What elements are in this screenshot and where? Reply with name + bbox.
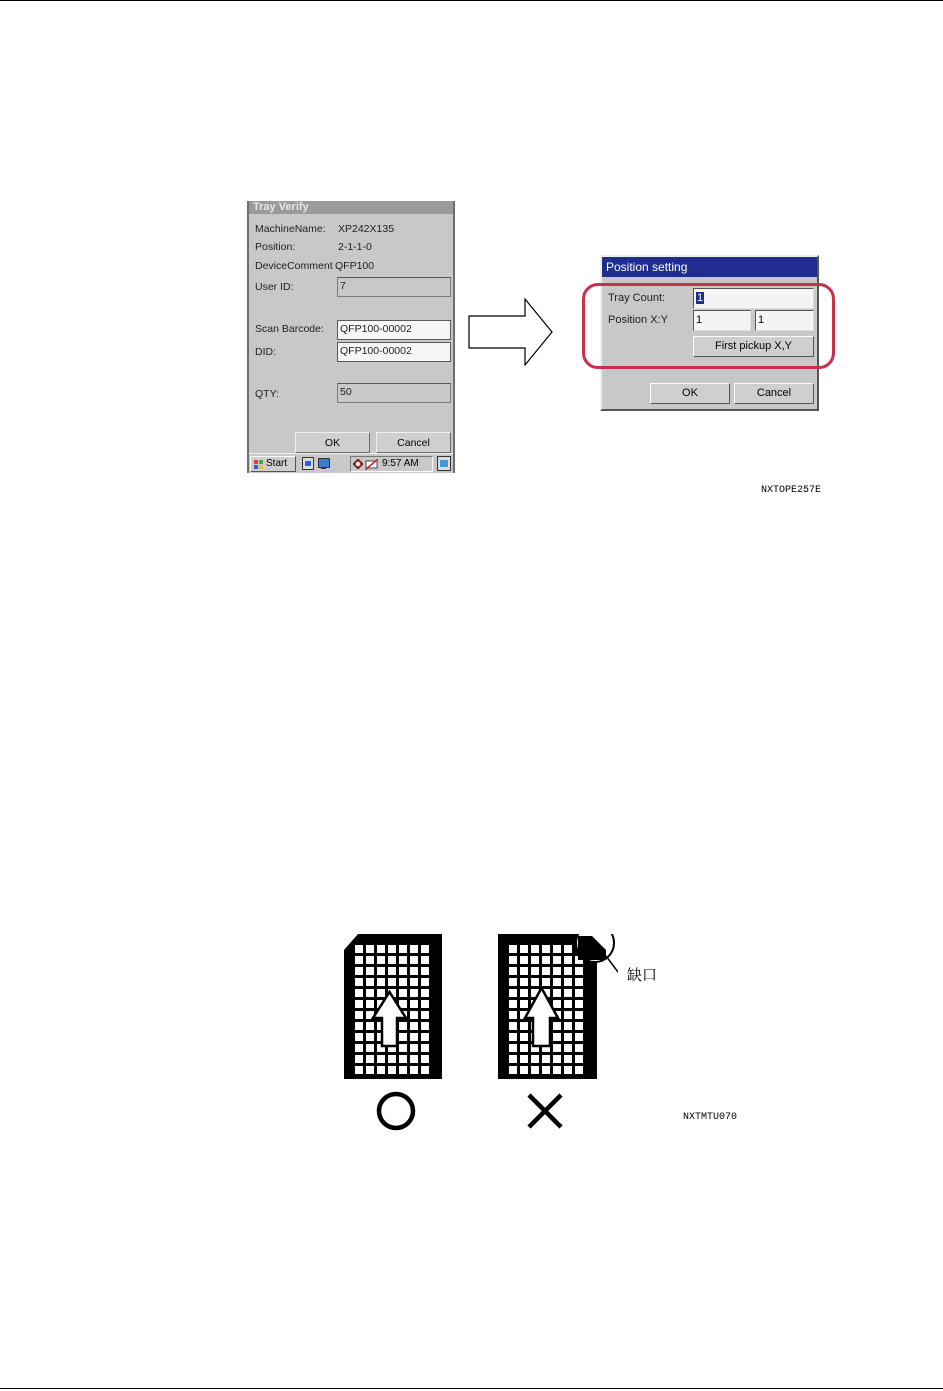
scan-barcode-field[interactable]: QFP100-00002 — [337, 320, 451, 340]
tray-pocket — [399, 956, 407, 964]
tray-pocket — [509, 967, 517, 975]
figure1-code: NXTOPE257E — [761, 485, 822, 496]
tray-pocket — [520, 978, 528, 986]
tray-pocket — [575, 1055, 583, 1063]
tray-pocket — [564, 989, 572, 997]
tray-pocket — [399, 967, 407, 975]
tray-pocket — [366, 967, 374, 975]
tray-pocket — [553, 945, 561, 953]
tray-pocket — [509, 1044, 517, 1052]
tray-pocket — [421, 1066, 429, 1074]
tray-pocket — [553, 1055, 561, 1063]
tray-pocket — [520, 1044, 528, 1052]
tray-pocket — [520, 956, 528, 964]
tray-pocket — [564, 1044, 572, 1052]
did-label: DID: — [255, 346, 276, 358]
tray-pocket — [355, 978, 363, 986]
tray-pocket — [355, 989, 363, 997]
scan-barcode-label: Scan Barcode: — [255, 323, 324, 335]
user-id-label: User ID: — [255, 281, 294, 293]
tray-pocket — [410, 989, 418, 997]
tray-pocket — [564, 1011, 572, 1019]
tray-pocket — [520, 1000, 528, 1008]
tray-pocket — [377, 967, 385, 975]
tray-pocket — [531, 956, 539, 964]
tray-pocket — [520, 945, 528, 953]
tray-pocket — [509, 956, 517, 964]
tray-pocket — [553, 1066, 561, 1074]
tray-pocket — [553, 956, 561, 964]
tray-pocket — [509, 989, 517, 997]
tray-pocket — [410, 1033, 418, 1041]
network-icon[interactable] — [353, 459, 363, 469]
tray-correct-icon — [344, 934, 444, 1079]
tray-pocket — [553, 967, 561, 975]
tray-pocket — [399, 1055, 407, 1063]
position-label: Position: — [255, 241, 296, 253]
user-id-field[interactable]: 7 — [337, 277, 451, 297]
tray-pocket — [355, 1011, 363, 1019]
dialog-ok-button[interactable]: OK — [650, 383, 730, 404]
clock: 9:57 AM — [382, 458, 419, 469]
ok-button[interactable]: OK — [295, 432, 370, 453]
tray-pocket — [388, 956, 396, 964]
tray-pocket — [564, 1022, 572, 1030]
tray-pocket — [509, 978, 517, 986]
tray-pocket — [377, 1055, 385, 1063]
tray-pocket — [366, 1022, 374, 1030]
tray-pocket — [564, 967, 572, 975]
tray-pocket — [355, 956, 363, 964]
tray-pocket — [388, 978, 396, 986]
tray-pocket — [421, 956, 429, 964]
tray-pocket — [410, 1000, 418, 1008]
machine-name-value: XP242X135 — [338, 223, 395, 235]
tray-pocket — [377, 989, 385, 997]
tray-pocket — [399, 1066, 407, 1074]
tray-pocket — [355, 967, 363, 975]
tray-pocket — [531, 1066, 539, 1074]
tray-pocket — [421, 967, 429, 975]
tray-count-label: Tray Count: — [608, 292, 666, 304]
tray-pocket — [509, 1011, 517, 1019]
tray-pocket — [399, 1044, 407, 1052]
tray-pocket — [520, 1033, 528, 1041]
tray-pocket — [377, 978, 385, 986]
tray-pocket — [509, 1055, 517, 1063]
tray-pocket — [542, 1055, 550, 1063]
tray-pocket — [542, 967, 550, 975]
tray-pocket — [399, 945, 407, 953]
dialog-cancel-button[interactable]: Cancel — [734, 383, 814, 404]
tray-pocket — [531, 978, 539, 986]
bottom-rule — [0, 1388, 943, 1389]
tray-pocket — [575, 1000, 583, 1008]
sync-disabled-icon[interactable] — [365, 459, 378, 470]
tray-pocket — [399, 1022, 407, 1030]
tray-pocket — [564, 945, 572, 953]
tray-pocket — [355, 1033, 363, 1041]
tray-pocket — [410, 1011, 418, 1019]
tray-pocket — [410, 978, 418, 986]
tray-pocket — [421, 945, 429, 953]
desktop-toggle-icon[interactable] — [437, 456, 451, 471]
tray-pocket — [509, 1066, 517, 1074]
tray-pocket — [421, 978, 429, 986]
tray-pocket — [388, 1066, 396, 1074]
tray-pocket — [509, 1033, 517, 1041]
tray-pocket — [410, 945, 418, 953]
tray-pocket — [520, 1022, 528, 1030]
screen-title: Tray Verify — [249, 201, 453, 214]
tray-pocket — [410, 1044, 418, 1052]
tray-pocket — [553, 1033, 561, 1041]
tray-pocket — [355, 1055, 363, 1063]
tray-pocket — [399, 989, 407, 997]
tray-pocket — [366, 1033, 374, 1041]
tray-pocket — [575, 1033, 583, 1041]
device-comment-label: DeviceComment — [255, 260, 333, 272]
qty-label: QTY: — [255, 388, 279, 400]
tray-pocket — [553, 1000, 561, 1008]
tray-pocket — [553, 989, 561, 997]
tray-pocket — [520, 967, 528, 975]
tray-pocket — [366, 978, 374, 986]
tray-pocket — [366, 1066, 374, 1074]
tray-pocket — [564, 1033, 572, 1041]
tray-pocket — [399, 978, 407, 986]
dialog-title: Position setting — [602, 257, 817, 277]
tray-pocket — [575, 1022, 583, 1030]
tray-pocket — [564, 978, 572, 986]
position-value: 2-1-1-0 — [338, 241, 372, 253]
tray-pocket — [531, 945, 539, 953]
tray-pocket — [509, 1000, 517, 1008]
tray-pocket — [520, 1066, 528, 1074]
tray-pocket — [366, 1055, 374, 1063]
tray-pocket — [377, 1066, 385, 1074]
tray-pocket — [531, 967, 539, 975]
tray-pocket — [399, 1033, 407, 1041]
position-x-field[interactable]: 1 — [693, 310, 751, 331]
tray-pocket — [355, 1022, 363, 1030]
tray-pocket — [564, 956, 572, 964]
tray-pocket — [531, 1055, 539, 1063]
tray-pocket — [366, 1044, 374, 1052]
tray-pocket — [377, 956, 385, 964]
tray-pocket — [410, 1055, 418, 1063]
notch-label: 缺口 — [627, 967, 658, 984]
tray-pocket — [553, 978, 561, 986]
windows-logo-icon — [254, 460, 264, 469]
tray-pocket — [366, 945, 374, 953]
tray-pocket — [542, 945, 550, 953]
tray-pocket — [421, 1000, 429, 1008]
first-pickup-button[interactable]: First pickup X,Y — [693, 336, 814, 357]
tray-pocket — [421, 1022, 429, 1030]
tray-pocket — [509, 945, 517, 953]
tray-pocket — [575, 1011, 583, 1019]
start-button[interactable] — [250, 456, 296, 472]
device-comment-value: QFP100 — [335, 260, 375, 272]
keyboard-icon[interactable] — [302, 457, 314, 470]
tray-pocket — [421, 1055, 429, 1063]
position-xy-label: Position X:Y — [608, 314, 668, 326]
tray-notched-icon — [498, 934, 618, 1079]
tray-pocket — [388, 967, 396, 975]
tray-pocket — [421, 1033, 429, 1041]
taskbar — [249, 453, 453, 473]
highlight-outline — [582, 283, 835, 369]
tray-pocket — [575, 1044, 583, 1052]
tray-pocket — [421, 1011, 429, 1019]
tray-pocket — [575, 967, 583, 975]
tray-pocket — [355, 945, 363, 953]
did-field[interactable]: QFP100-00002 — [337, 342, 451, 362]
tray-pocket — [421, 1044, 429, 1052]
figure2-code: NXTMTU070 — [683, 1112, 738, 1123]
tray-pocket — [388, 945, 396, 953]
tray-pocket — [355, 1066, 363, 1074]
tray-pocket — [355, 1044, 363, 1052]
start-label: Start — [266, 458, 288, 469]
tray-pocket — [509, 1022, 517, 1030]
tray-pocket — [377, 945, 385, 953]
tray-pocket — [575, 1066, 583, 1074]
system-tray — [350, 456, 433, 472]
machine-name-label: MachineName: — [255, 223, 326, 235]
tray-pocket — [421, 989, 429, 997]
tray-pocket — [575, 989, 583, 997]
tray-pocket — [564, 1000, 572, 1008]
tray-verify-screen — [247, 201, 455, 473]
tray-pocket — [388, 1055, 396, 1063]
tray-pocket — [366, 989, 374, 997]
right-arrow-icon — [468, 298, 554, 366]
tray-count-value: 1 — [697, 292, 704, 304]
tray-pocket — [366, 956, 374, 964]
cancel-button[interactable]: Cancel — [376, 432, 451, 453]
tray-pocket — [542, 956, 550, 964]
tray-pocket — [575, 978, 583, 986]
tray-pocket — [542, 1066, 550, 1074]
tray-pocket — [366, 1000, 374, 1008]
tray-pocket — [410, 967, 418, 975]
desktop-icon[interactable] — [317, 457, 330, 470]
tray-pocket — [520, 989, 528, 997]
tray-pocket — [355, 1000, 363, 1008]
top-rule — [0, 0, 943, 1]
ng-mark-icon — [526, 1092, 564, 1130]
position-y-field[interactable]: 1 — [755, 310, 814, 331]
tray-pocket — [553, 1044, 561, 1052]
tray-pocket — [410, 1066, 418, 1074]
tray-pocket — [410, 956, 418, 964]
tray-pocket — [553, 1022, 561, 1030]
tray-pocket — [410, 1022, 418, 1030]
ok-mark-icon — [375, 1090, 417, 1132]
qty-field[interactable]: 50 — [337, 383, 451, 403]
tray-pocket — [564, 1055, 572, 1063]
tray-pocket — [542, 978, 550, 986]
tray-pocket — [564, 1066, 572, 1074]
tray-pocket — [520, 1055, 528, 1063]
